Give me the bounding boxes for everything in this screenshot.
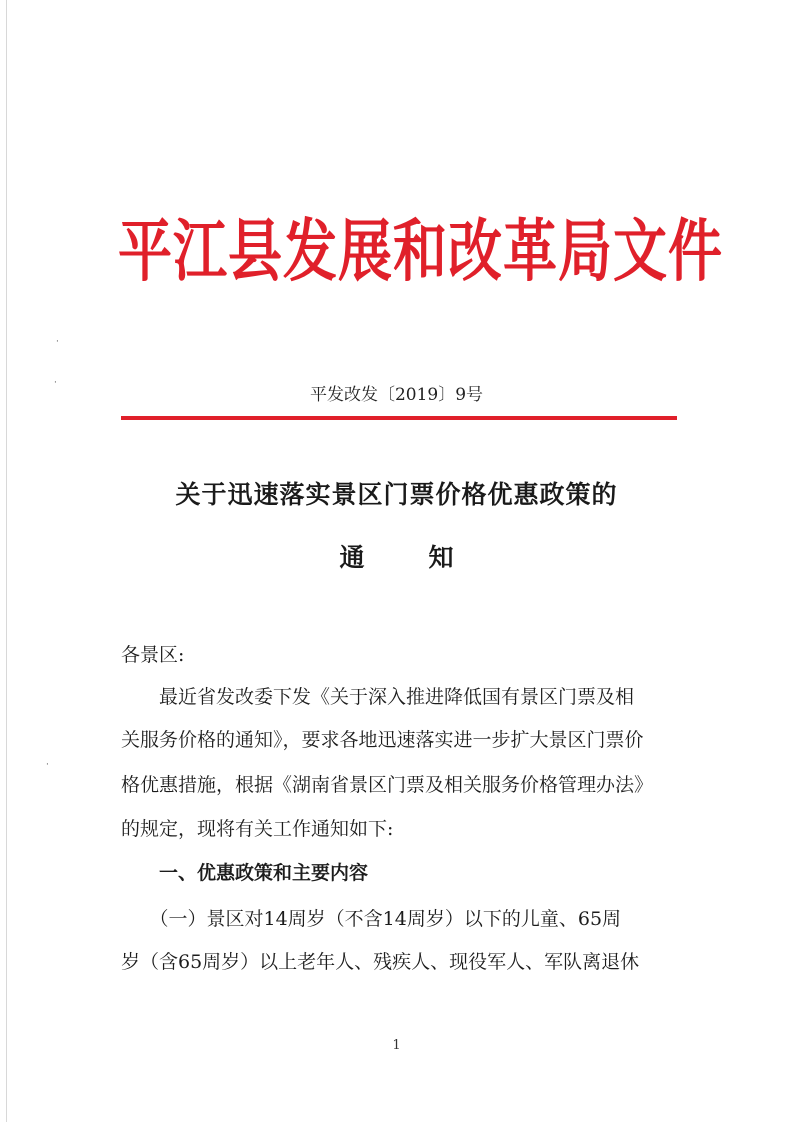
- page-number: 1: [392, 1038, 401, 1053]
- section-heading: 一、优惠政策和主要内容: [121, 862, 369, 884]
- scan-speck: ·: [46, 760, 49, 770]
- notice-title-char-2: 知: [428, 543, 454, 572]
- document-number: 平发改发〔2019〕9号: [309, 385, 484, 405]
- paragraph-line: 的规定，现将有关工作通知如下:: [121, 818, 394, 840]
- issuing-organization-title: 平江县发展和改革局文件: [118, 211, 723, 291]
- scan-speck: ·: [56, 337, 59, 347]
- red-header-rule: [121, 416, 677, 420]
- section-line: 岁（含65周岁）以上老年人、残疾人、现役军人、军队离退休: [121, 951, 640, 973]
- notice-title-char-1: 通: [339, 543, 365, 572]
- paragraph-line: 格优惠措施，根据《湖南省景区门票及相关服务价格管理办法》: [121, 774, 654, 796]
- paragraph-line: 关服务价格的通知》，要求各地迅速落实进一步扩大景区门票价: [121, 729, 644, 751]
- notice-title-line-1: 关于迅速落实景区门票价格优惠政策的: [175, 480, 618, 509]
- section-line: （一）景区对14周岁（不含14周岁）以下的儿童、65周: [121, 908, 622, 930]
- paragraph-line: 最近省发改委下发《关于深入推进降低国有景区门票及相: [121, 686, 635, 708]
- scan-speck: ·: [54, 378, 57, 388]
- salutation: 各景区:: [121, 644, 185, 666]
- notice-title-line-2: [0, 538, 793, 574]
